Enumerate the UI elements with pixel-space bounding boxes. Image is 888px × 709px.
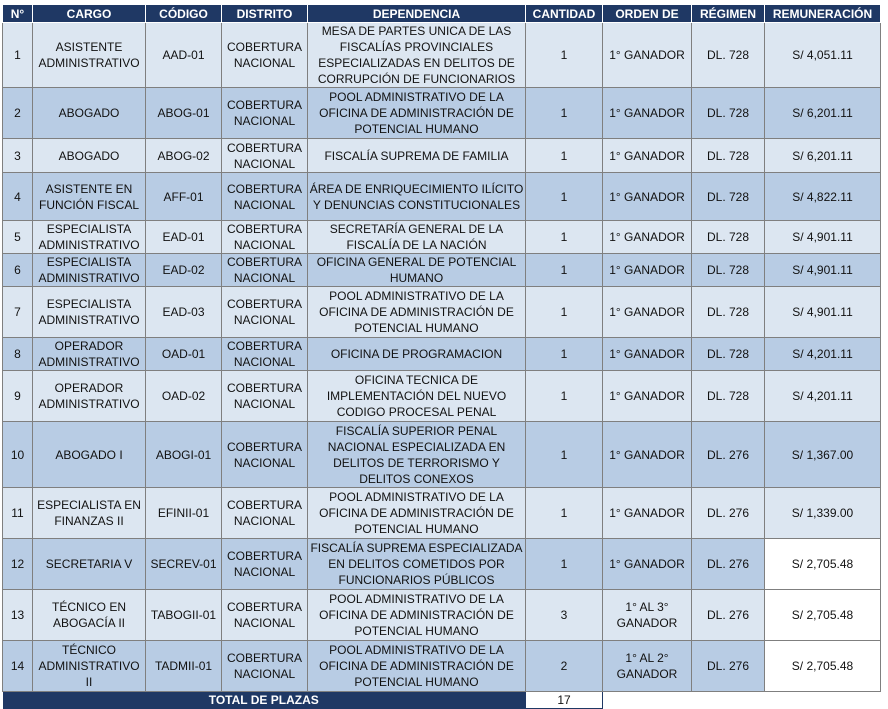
cell-n: 9 [3,371,33,422]
cell-remuneracion: S/ 1,367.00 [765,422,881,488]
header-cantidad: CANTIDAD [526,5,603,23]
cell-codigo: TABOGII-01 [146,590,222,641]
cell-regimen: DL. 728 [692,139,765,173]
cell-orden: 1° GANADOR [603,338,692,371]
cell-dependencia: FISCALÍA SUPERIOR PENAL NACIONAL ESPECIALIZADA EN DELITOS DE TERRORISMO Y DELITOS CONEXOS [308,422,526,488]
document-page [2,4,881,709]
cell-n: 4 [3,173,33,221]
cell-cargo: ABOGADO [33,88,146,139]
cell-n: 3 [3,139,33,173]
cell-distrito: COBERTURA NACIONAL [222,371,308,422]
cell-cantidad: 1 [526,88,603,139]
cell-regimen: DL. 728 [692,23,765,88]
cell-cantidad: 1 [526,139,603,173]
table-row [3,287,881,338]
cell-distrito: COBERTURA NACIONAL [222,641,308,692]
cell-orden: 1° AL 2° GANADOR [603,641,692,692]
cell-distrito: COBERTURA NACIONAL [222,221,308,254]
header-dependencia: DEPENDENCIA [308,5,526,23]
cell-codigo: EAD-03 [146,287,222,338]
table-row [3,539,881,590]
header-orden: ORDEN DE [603,5,692,23]
cell-orden: 1° GANADOR [603,539,692,590]
cell-distrito: COBERTURA NACIONAL [222,254,308,287]
cell-dependencia: FISCALÍA SUPREMA ESPECIALIZADA EN DELITOS COMETIDOS POR FUNCIONARIOS PÚBLICOS [308,539,526,590]
cell-cantidad: 1 [526,23,603,88]
table-row [3,139,881,173]
cell-dependencia: OFICINA GENERAL DE POTENCIAL HUMANO [308,254,526,287]
cell-orden: 1° GANADOR [603,254,692,287]
cell-n: 1 [3,23,33,88]
cell-dependencia: MESA DE PARTES UNICA DE LAS FISCALÍAS PROVINCIALES ESPECIALIZADAS EN DELITOS DE CORRUPCIÓN DE FUNCIONARIOS [308,23,526,88]
cell-distrito: COBERTURA NACIONAL [222,488,308,539]
cell-remuneracion: S/ 2,705.48 [765,590,881,641]
cell-remuneracion: S/ 6,201.11 [765,139,881,173]
cell-cantidad: 1 [526,254,603,287]
cell-n: 10 [3,422,33,488]
cell-remuneracion: S/ 2,705.48 [765,641,881,692]
cell-cargo: SECRETARIA V [33,539,146,590]
cell-codigo: EAD-01 [146,221,222,254]
cell-remuneracion: S/ 1,339.00 [765,488,881,539]
cell-dependencia: POOL ADMINISTRATIVO DE LA OFICINA DE ADMINISTRACIÓN DE POTENCIAL HUMANO [308,287,526,338]
header-n: N° [3,5,33,23]
cell-n: 11 [3,488,33,539]
cell-n: 8 [3,338,33,371]
header-cargo: CARGO [33,5,146,23]
cell-distrito: COBERTURA NACIONAL [222,23,308,88]
cell-distrito: COBERTURA NACIONAL [222,287,308,338]
cell-regimen: DL. 276 [692,539,765,590]
table-row [3,221,881,254]
cell-codigo: OAD-01 [146,338,222,371]
cell-orden: 1° GANADOR [603,173,692,221]
cell-remuneracion: S/ 2,705.48 [765,539,881,590]
cell-orden: 1° AL 3° GANADOR [603,590,692,641]
plazas-table [2,4,881,709]
table-row [3,173,881,221]
cell-regimen: DL. 728 [692,254,765,287]
cell-dependencia: OFICINA TECNICA DE IMPLEMENTACIÓN DEL NUEVO CODIGO PROCESAL PENAL [308,371,526,422]
cell-codigo: OAD-02 [146,371,222,422]
cell-cargo: TÉCNICO EN ABOGACÍA II [33,590,146,641]
header-distrito: DISTRITO [222,5,308,23]
cell-remuneracion: S/ 4,901.11 [765,287,881,338]
table-row [3,422,881,488]
cell-codigo: AAD-01 [146,23,222,88]
cell-n: 2 [3,88,33,139]
cell-dependencia: POOL ADMINISTRATIVO DE LA OFICINA DE ADMINISTRACIÓN DE POTENCIAL HUMANO [308,590,526,641]
cell-orden: 1° GANADOR [603,371,692,422]
cell-dependencia: OFICINA DE PROGRAMACION [308,338,526,371]
cell-orden: 1° GANADOR [603,221,692,254]
cell-dependencia: SECRETARÍA GENERAL DE LA FISCALÍA DE LA NACIÓN [308,221,526,254]
cell-cargo: ESPECIALISTA ADMINISTRATIVO [33,221,146,254]
table-row [3,254,881,287]
cell-remuneracion: S/ 4,201.11 [765,338,881,371]
cell-cargo: OPERADOR ADMINISTRATIVO [33,338,146,371]
cell-cargo: OPERADOR ADMINISTRATIVO [33,371,146,422]
header-codigo: CÓDIGO [146,5,222,23]
cell-regimen: DL. 276 [692,488,765,539]
cell-n: 6 [3,254,33,287]
cell-n: 5 [3,221,33,254]
cell-orden: 1° GANADOR [603,88,692,139]
table-row [3,338,881,371]
total-spacer [603,692,881,709]
cell-regimen: DL. 728 [692,88,765,139]
table-header-row [3,5,881,23]
cell-dependencia: POOL ADMINISTRATIVO DE LA OFICINA DE ADMINISTRACIÓN DE POTENCIAL HUMANO [308,488,526,539]
cell-remuneracion: S/ 4,901.11 [765,221,881,254]
total-value: 17 [526,692,603,709]
cell-codigo: TADMII-01 [146,641,222,692]
cell-cargo: ESPECIALISTA ADMINISTRATIVO [33,254,146,287]
cell-regimen: DL. 728 [692,221,765,254]
cell-regimen: DL. 728 [692,371,765,422]
cell-n: 7 [3,287,33,338]
cell-n: 14 [3,641,33,692]
cell-distrito: COBERTURA NACIONAL [222,422,308,488]
cell-codigo: EFINII-01 [146,488,222,539]
cell-dependencia: POOL ADMINISTRATIVO DE LA OFICINA DE ADMINISTRACIÓN DE POTENCIAL HUMANO [308,88,526,139]
cell-cantidad: 1 [526,287,603,338]
cell-cargo: ABOGADO [33,139,146,173]
cell-remuneracion: S/ 4,051.11 [765,23,881,88]
cell-orden: 1° GANADOR [603,422,692,488]
cell-cargo: ASISTENTE ADMINISTRATIVO [33,23,146,88]
cell-codigo: AFF-01 [146,173,222,221]
cell-orden: 1° GANADOR [603,139,692,173]
cell-cantidad: 1 [526,539,603,590]
cell-distrito: COBERTURA NACIONAL [222,590,308,641]
table-row [3,488,881,539]
cell-remuneracion: S/ 4,901.11 [765,254,881,287]
cell-regimen: DL. 276 [692,590,765,641]
cell-orden: 1° GANADOR [603,23,692,88]
cell-distrito: COBERTURA NACIONAL [222,173,308,221]
cell-distrito: COBERTURA NACIONAL [222,338,308,371]
table-row [3,88,881,139]
cell-cantidad: 1 [526,371,603,422]
cell-codigo: EAD-02 [146,254,222,287]
table-row [3,371,881,422]
cell-n: 13 [3,590,33,641]
cell-orden: 1° GANADOR [603,488,692,539]
cell-regimen: DL. 276 [692,422,765,488]
cell-cantidad: 3 [526,590,603,641]
cell-distrito: COBERTURA NACIONAL [222,539,308,590]
table-row [3,641,881,692]
cell-remuneracion: S/ 6,201.11 [765,88,881,139]
cell-codigo: ABOG-01 [146,88,222,139]
cell-regimen: DL. 728 [692,173,765,221]
cell-cantidad: 1 [526,221,603,254]
header-regimen: RÉGIMEN [692,5,765,23]
cell-distrito: COBERTURA NACIONAL [222,139,308,173]
cell-cantidad: 2 [526,641,603,692]
cell-cantidad: 1 [526,338,603,371]
cell-cantidad: 1 [526,488,603,539]
total-row [3,692,881,709]
cell-distrito: COBERTURA NACIONAL [222,88,308,139]
cell-codigo: SECREV-01 [146,539,222,590]
cell-cargo: TÉCNICO ADMINISTRATIVO II [33,641,146,692]
cell-regimen: DL. 728 [692,338,765,371]
table-row [3,590,881,641]
cell-cargo: ESPECIALISTA ADMINISTRATIVO [33,287,146,338]
cell-codigo: ABOGI-01 [146,422,222,488]
total-label: TOTAL DE PLAZAS [3,692,526,709]
cell-cantidad: 1 [526,173,603,221]
table-row [3,23,881,88]
cell-orden: 1° GANADOR [603,287,692,338]
cell-regimen: DL. 276 [692,641,765,692]
header-remuneracion: REMUNERACIÓN [765,5,881,23]
cell-regimen: DL. 728 [692,287,765,338]
cell-dependencia: POOL ADMINISTRATIVO DE LA OFICINA DE ADMINISTRACIÓN DE POTENCIAL HUMANO [308,641,526,692]
cell-dependencia: ÁREA DE ENRIQUECIMIENTO ILÍCITO Y DENUNCIAS CONSTITUCIONALES [308,173,526,221]
cell-dependencia: FISCALÍA SUPREMA DE FAMILIA [308,139,526,173]
cell-cantidad: 1 [526,422,603,488]
cell-n: 12 [3,539,33,590]
cell-remuneracion: S/ 4,822.11 [765,173,881,221]
cell-cargo: ABOGADO I [33,422,146,488]
cell-cargo: ESPECIALISTA EN FINANZAS II [33,488,146,539]
cell-codigo: ABOG-02 [146,139,222,173]
cell-remuneracion: S/ 4,201.11 [765,371,881,422]
cell-cargo: ASISTENTE EN FUNCIÓN FISCAL [33,173,146,221]
